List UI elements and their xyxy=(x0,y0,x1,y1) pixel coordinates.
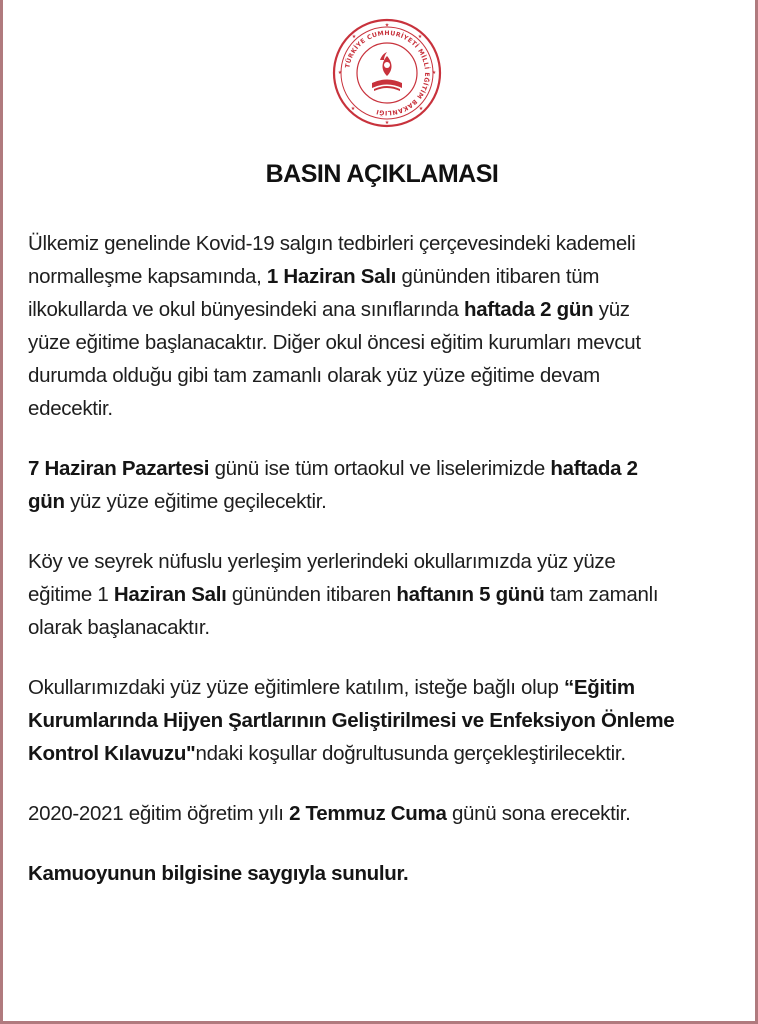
svg-text:★: ★ xyxy=(337,70,343,76)
paragraph-3-line-3: olarak başlanacaktır. xyxy=(28,616,210,639)
svg-text:★: ★ xyxy=(351,34,357,40)
svg-text:★: ★ xyxy=(384,120,390,126)
ministry-seal-logo xyxy=(332,18,442,128)
paragraph-4-line-1: Okullarımızdaki yüz yüze eğitimlere katılım, isteğe bağlı olup “Eğitim xyxy=(28,676,635,699)
svg-text:★: ★ xyxy=(418,106,424,112)
paragraph-3-line-2: eğitime 1 Haziran Salı gününden itibaren haftanın 5 günü tam zamanlı xyxy=(28,583,659,606)
paragraph-3-line-1: Köy ve seyrek nüfuslu yerleşim yerlerindeki okullarımızda yüz yüze xyxy=(28,550,616,573)
press-release-body xyxy=(28,227,744,917)
paragraph-1-line-2: normalleşme kapsamında, 1 Haziran Salı gününden itibaren tüm xyxy=(28,265,600,288)
paragraph-2-line-1: 7 Haziran Pazartesi günü ise tüm ortaokul ve liselerimizde haftada 2 xyxy=(28,457,638,480)
paragraph-4 xyxy=(28,671,744,770)
seal-ring-text: TÜRKİYE CUMHURİYETİ MİLLİ EĞİTİM BAKANLIĞI xyxy=(344,29,431,117)
paragraph-6 xyxy=(28,857,744,890)
paragraph-1-line-4: yüze eğitime başlanacaktır. Diğer okul öncesi eğitim kurumları mevcut xyxy=(28,331,641,354)
svg-text:★: ★ xyxy=(417,34,423,40)
paragraph-4-line-2: Kurumlarında Hijyen Şartlarının Geliştirilmesi ve Enfeksiyon Önleme xyxy=(28,709,675,732)
paragraph-5-line-1: 2020-2021 eğitim öğretim yılı 2 Temmuz Cuma günü sona erecektir. xyxy=(28,802,631,825)
paragraph-3 xyxy=(28,545,744,644)
paragraph-1-line-1: Ülkemiz genelinde Kovid-19 salgın tedbirleri çerçevesindeki kademeli xyxy=(28,232,636,255)
svg-text:★: ★ xyxy=(350,106,356,112)
svg-text:★: ★ xyxy=(384,22,390,29)
paragraph-5 xyxy=(28,797,744,830)
paragraph-1-line-6: edecektir. xyxy=(28,397,113,420)
paragraph-2-line-2: gün yüz yüze eğitime geçilecektir. xyxy=(28,490,327,513)
paragraph-1-line-3: ilkokullarda ve okul bünyesindeki ana sınıflarında haftada 2 gün yüz xyxy=(28,298,630,321)
paragraph-1-line-5: durumda olduğu gibi tam zamanlı olarak yüz yüze eğitime devam xyxy=(28,364,600,387)
paragraph-6-line-1: Kamuoyunun bilgisine saygıyla sunulur. xyxy=(28,862,409,885)
paragraph-2 xyxy=(28,452,744,518)
press-release-title: BASIN AÇIKLAMASI xyxy=(265,160,499,188)
paragraph-1 xyxy=(28,227,744,425)
svg-text:★: ★ xyxy=(431,70,437,76)
paragraph-4-line-3: Kontrol Kılavuzu"ndaki koşullar doğrultusunda gerçekleştirilecektir. xyxy=(28,742,626,765)
